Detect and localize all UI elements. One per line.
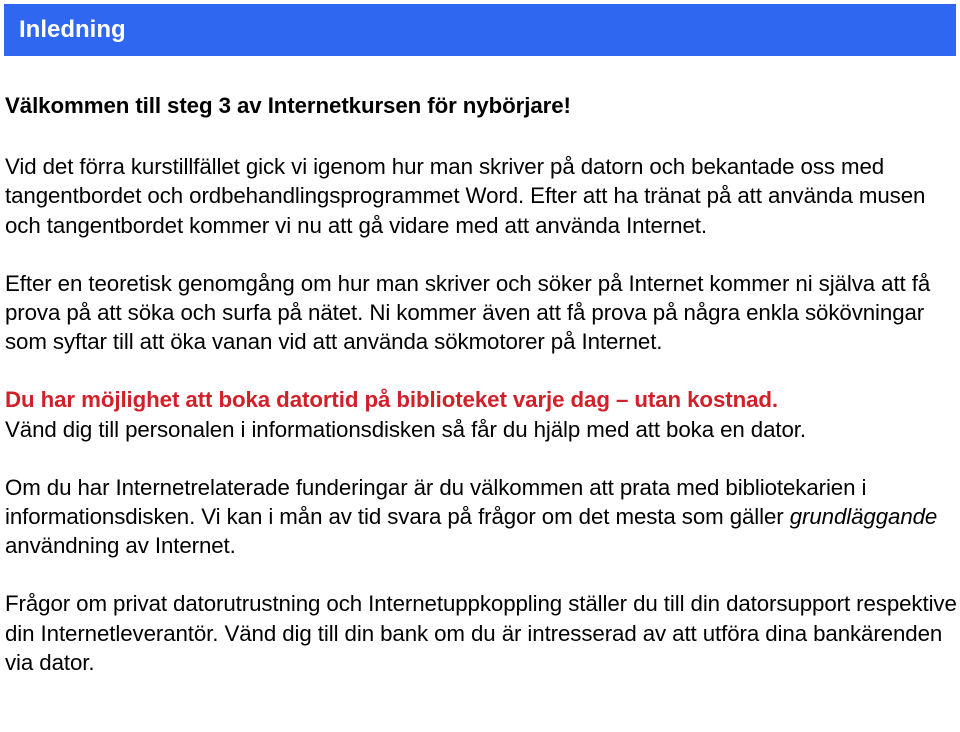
booking-instructions: Vänd dig till personalen i informationsdisken så får du hjälp med att boka en dator.	[5, 416, 806, 442]
paragraph-search: Efter en teoretisk genomgång om hur man skriver och söker på Internet kommer ni själva att få prova på att söka och surfa på nätet. Ni kommer även att få prova på några enkla sökövningar som syftar till att öka vanan vid att använda sökmotorer på Internet.	[5, 270, 931, 355]
librarian-text-start: Om du har Internetrelaterade funderingar är du välkommen att prata med bibliotekarien i informationsdisken. Vi kan i mån av tid svara på frågor om det mesta som gäller	[5, 474, 867, 530]
document-body	[5, 91, 960, 706]
paragraph-librarian	[5, 473, 960, 561]
section-header	[4, 4, 956, 56]
welcome-heading: Välkommen till steg 3 av Internetkursen för nybörjare!	[5, 93, 571, 118]
paragraph-intro: Vid det förra kurstillfället gick vi igenom hur man skriver på datorn och bekantade oss med tangentbordet och ordbehandlingsprogrammet Word. Efter att ha tränat på att använda musen och tangentbordet kommer vi nu att gå vidare med att använda Internet.	[5, 154, 926, 238]
paragraph-support: Frågor om privat datorutrustning och Internetuppkoppling ställer du till din datorsupport respektive din Internetleverantör. Vänd dig till din bank om du är intresserad av att utföra dina bankärenden via dator.	[5, 591, 957, 675]
paragraph-booking	[5, 385, 960, 443]
booking-highlight-period: .	[771, 387, 779, 413]
booking-highlight: Du har möjlighet att boka datortid på biblioteket varje dag – utan kostnad	[5, 387, 772, 413]
section-title: Inledning	[19, 16, 126, 43]
librarian-emphasis: grundläggande	[789, 504, 938, 530]
librarian-text-end: användning av Internet.	[5, 533, 236, 559]
